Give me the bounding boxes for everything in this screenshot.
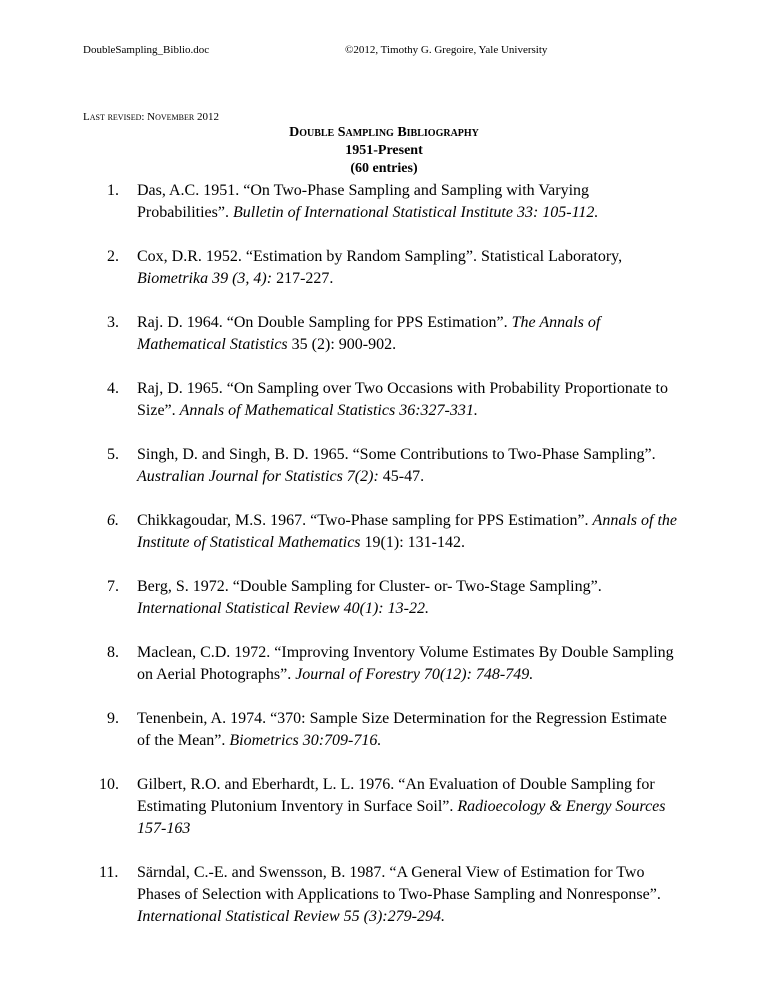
entry-number: 4.: [107, 380, 119, 397]
entry-number: 3.: [107, 314, 119, 331]
entry-pages: 217-227.: [272, 270, 334, 287]
list-item: [0, 576, 768, 620]
entry-journal: Journal of Forestry 70(12): 748-749.: [295, 666, 534, 683]
entry-number: 11.: [99, 864, 119, 881]
list-item: [0, 708, 768, 752]
entry-citation: Berg, S. 1972. “Double Sampling for Cluster- or- Two-Stage Sampling”.: [137, 578, 602, 595]
entry-journal: Biometrics 30:709-716.: [229, 732, 382, 749]
entry-number: 8.: [107, 644, 119, 661]
entry-journal: International Statistical Review 55 (3):279-294.: [137, 908, 445, 925]
list-item: [0, 378, 768, 422]
entry-number: 6.: [107, 512, 119, 529]
list-item: [0, 312, 768, 356]
title-block: [0, 124, 768, 178]
last-revised: Last revised: November 2012: [83, 111, 219, 123]
entry-number: 1.: [107, 182, 119, 199]
entry-count: (60 entries): [350, 161, 418, 176]
entry-journal: The Annals of Mathematical Statistics: [137, 314, 601, 353]
list-item: [0, 444, 768, 488]
entry-journal: Annals of Mathematical Statistics 36:327-331.: [179, 402, 478, 419]
entry-citation: Tenenbein, A. 1974. “370: Sample Size Determination for the Regression Estimate of the Mean”.: [137, 710, 667, 749]
date-range: 1951-Present: [345, 143, 423, 158]
list-item: [0, 862, 768, 928]
entry-citation: Gilbert, R.O. and Eberhardt, L. L. 1976. “An Evaluation of Double Sampling for Estimating Plutonium Inventory in Surface Soil”.: [137, 776, 655, 815]
list-item: [0, 180, 768, 224]
entry-number: 10.: [99, 776, 119, 793]
list-item: [0, 774, 768, 840]
header-copyright: ©2012, Timothy G. Gregoire, Yale University: [345, 44, 548, 56]
entry-citation: Cox, D.R. 1952. “Estimation by Random Sampling”. Statistical Laboratory,: [137, 248, 623, 265]
entry-citation: Das, A.C. 1951. “On Two-Phase Sampling and Sampling with Varying Probabilities”.: [137, 182, 590, 221]
entry-citation: Chikkagoudar, M.S. 1967. “Two-Phase sampling for PPS Estimation”.: [137, 512, 589, 529]
entry-citation: Raj. D. 1964. “On Double Sampling for PPS Estimation”.: [137, 314, 508, 331]
bibliography-list: [0, 180, 768, 950]
entry-journal: Biometrika 39 (3, 4):: [137, 270, 273, 287]
list-item: [0, 642, 768, 686]
entry-citation: Raj, D. 1965. “On Sampling over Two Occasions with Probability Proportionate to Size”.: [137, 380, 668, 419]
list-item: [0, 246, 768, 290]
entry-number: 2.: [107, 248, 119, 265]
entry-pages: 45-47.: [378, 468, 425, 485]
entry-journal: International Statistical Review 40(1): 13-22.: [137, 600, 429, 617]
entry-citation: Maclean, C.D. 1972. “Improving Inventory Volume Estimates By Double Sampling on Aerial Photographs”.: [137, 644, 674, 683]
list-item: [0, 510, 768, 554]
entry-citation: Singh, D. and Singh, B. D. 1965. “Some Contributions to Two-Phase Sampling”.: [137, 446, 656, 463]
entry-pages: 35 (2): 900-902.: [287, 336, 397, 353]
entry-pages: 19(1): 131-142.: [360, 534, 465, 551]
entry-number: 7.: [107, 578, 119, 595]
entry-citation: Särndal, C.-E. and Swensson, B. 1987. “A General View of Estimation for Two Phases of Selection with Applications to Two-Phase Sampling and Nonresponse”.: [137, 864, 661, 903]
entry-journal: Australian Journal for Statistics 7(2):: [137, 468, 379, 485]
entry-number: 9.: [107, 710, 119, 727]
entry-journal: Bulletin of International Statistical Institute 33: 105-112.: [232, 204, 599, 221]
entry-number: 5.: [107, 446, 119, 463]
page-title: Double Sampling Bibliography: [289, 125, 479, 140]
entry-journal: Annals of the Institute of Statistical Mathematics: [137, 512, 677, 551]
header-filename: DoubleSampling_Biblio.doc: [83, 44, 210, 56]
entry-journal: Radioecology & Energy Sources 157-163: [137, 798, 666, 837]
